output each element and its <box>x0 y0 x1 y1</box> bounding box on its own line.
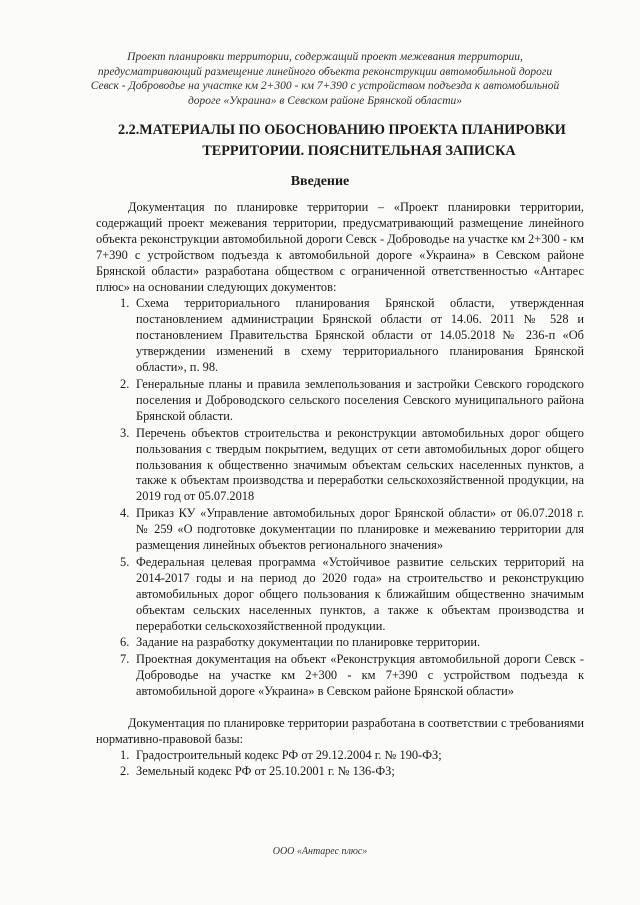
running-header: Проект планировки территории, содержащий проект межевания территории, предусматривающий размещение линейного объекта реконструкции автомобильной дороги Севск - Доброводье на участке км 2+300 - км 7+390 с устройством подъезда к автомобильной дороге «Украина» в Севском районе Брянской области» <box>90 51 560 107</box>
company-footer: ООО «Антарес плюс» <box>272 846 368 857</box>
list-item: 1. Градостроительный кодекс РФ от 29.12.2004 г. № 190-ФЗ; <box>120 747 442 762</box>
section-title-line-2: ТЕРРИТОРИИ. ПОЯСНИТЕЛЬНАЯ ЗАПИСКА <box>202 143 516 159</box>
document-body <box>96 200 584 780</box>
list-item: 1. Схема территориального планирования Брянской области, утвержденная постановлением администрации Брянской области от 14.06. 2011 № 528 и постановлением Правительства Брянской области от 14.05.2018 № 236-п «Об утверждении изменений в схему территориального планирования Брянской области», п. 98. <box>120 296 584 375</box>
legal-basis-paragraph: Документация по планировке территории разработана в соответствии с требованиями нормативно-правовой базы: <box>96 716 584 746</box>
introduction-heading: Введение <box>290 174 350 189</box>
section-title <box>100 120 580 162</box>
list-item: 6. Задание на разработку документации по планировке территории. <box>120 635 481 650</box>
list-item: 7. Проектная документация на объект «Реконструкция автомобильной дороги Севск - Доброводье на участке км 2+300 - км 7+390 с устройством подъезда к автомобильной дороге «Украина» в Севском районе Брянской области» <box>120 652 584 699</box>
list-item: 2. Генеральные планы и правила землепользования и застройки Севского городского поселения и Доброводского сельского поселения Севского муниципального района Брянской области. <box>120 376 584 423</box>
source-documents-list <box>96 296 584 700</box>
list-item: 2. Земельный кодекс РФ от 25.10.2001 г. № 136-ФЗ; <box>120 763 395 778</box>
list-item: 3. Перечень объектов строительства и реконструкции автомобильных дорог общего пользования с твердым покрытием, ведущих от сети автомобильных дорог общего пользования к общественно значимым объектам сельских населенных пунктов, а также к объектам производства и переработки сельскохозяйственной продукции, на 2019 год от 05.07.2018 <box>120 425 584 504</box>
intro-paragraph: Документация по планировке территории – «Проект планировки территории, содержащий проект межевания территории, предусматривающий размещение линейного объекта реконструкции автомобильной дороги Севск - Доброводье на участке км 2+300 - км 7+390 с устройством подъезда к автомобильной дороге «Украина» в Севском районе Брянской области» разработана обществом с ограниченной ответственностью «Антарес плюс» на основании следующих документов: <box>96 200 584 294</box>
list-item: 4. Приказ КУ «Управление автомобильных дорог Брянской области» от 06.07.2018 г. № 259 «О подготовке документации по планировке и межеванию территории для размещения линейных объектов регионального значения» <box>120 506 584 553</box>
legal-basis-list <box>96 748 584 780</box>
list-item: 5. Федеральная целевая программа «Устойчивое развитие сельских территорий на 2014-2017 годы и на период до 2020 года» на строительство и реконструкцию автомобильных дорог общего пользования к ближайшим общественно значимым объектам сельских населенных пунктов, а также к объектам производства и переработки сельскохозяйственной продукции. <box>120 554 584 633</box>
section-title-line-1: 2.2.МАТЕРИАЛЫ ПО ОБОСНОВАНИЮ ПРОЕКТА ПЛАНИРОВКИ <box>118 122 566 138</box>
